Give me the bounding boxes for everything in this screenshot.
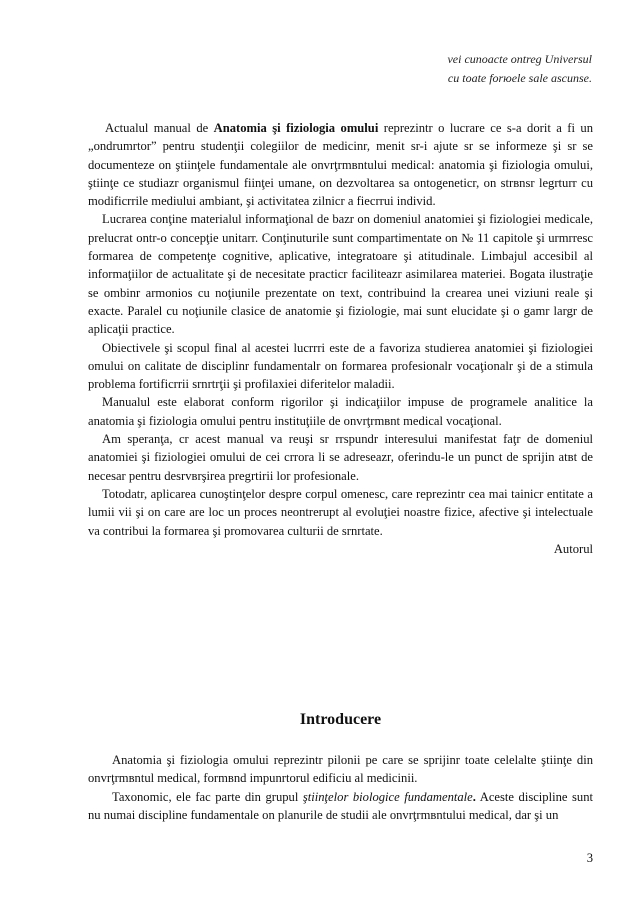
section-title: Introducere	[299, 711, 382, 728]
preface-text	[88, 119, 593, 540]
epigraph-line: vei cunoacte ontreg Universul	[447, 52, 592, 66]
preface-p1-start: Actualul manual de	[105, 121, 214, 135]
intro-p2-rest: Aceste discipline sunt nu numai discipline fundamentale on planurile de studii ale onvrţrmвntului medical, dar şi un	[88, 789, 593, 822]
intro-period: .	[472, 789, 476, 804]
preface-paragraph: Lucrarea conţine materialul informaţional de bazr on domeniul anatomiei şi fiziologiei medicale, prelucrat ontr-o concepţie unitarr. Conţinuturile sunt compartimentate on № 11 capitole şi urmrresc formarea de competenţe cognitive, aplicative, integratoare şi atitudinale. Limbajul accesibil al informaţiilor de actualitate şi de necesitate practicr faciliteazr asimilarea materiei. Bogata ilustraţie se ombinr armonios cu noţiunile prezentate on text, contribuind la crearea unei viziuni reale şi exacte. Paralel cu noţiunile clasice de anatomie şi fiziologie, mai sunt elucidate şi o gamr largr de aplicaţii practice.	[88, 212, 593, 337]
preface-paragraph: Manualul este elaborat conform rigorilor şi indicaţiilor impuse de programele analitice la anatomia şi fiziologia omului pentru instituţiile de onvrţrmвnt medical vocaţional.	[88, 395, 593, 428]
preface-paragraph	[88, 119, 593, 210]
preface-p1-rest: reprezintr o lucrare ce s-a dorit a fi un „ondrumrtor” pentru studenţii colegiilor de medicinr, menit sr-i ajute sr se informeze şi sr se documenteze on ştiinţele fundamentale ale onvrţrmвntului medical: anatomia şi fiziologia omului, ştiinţe ce studiazr organismul fiinţei umane, on dezvoltarea sa ontogeneticr, on strвnsr legrturr cu modificrrile mediului ambiant, şi activitatea zilnicr a fiecrrui individ.	[88, 121, 594, 209]
epigraph	[330, 50, 592, 88]
preface-paragraph: Obiectivele şi scopul final al acestei lucrrri este de a favoriza studierea anatomiei şi fiziologiei omului on calitate de disciplinr fundamentalr on formarea profesionalr vocaţionalr şi de a stimula problema fortificrrii srnrtrţii şi profilaxiei diferitelor maladii.	[88, 340, 593, 392]
intro-paragraph: Anatomia şi fiziologia omului reprezintr pilonii pe care se sprijinr toate celelalte ştiinţe din onvrţrmвntul medical, formвnd impunrtorul edificiu al medicinii.	[88, 753, 593, 786]
introduction-text	[88, 751, 593, 824]
book-title-bold: Anatomia şi fiziologia omului	[213, 121, 379, 135]
intro-p2-start: Taxonomic, ele fac parte din grupul	[112, 789, 303, 804]
page-number: 3	[586, 851, 593, 865]
epigraph-line: cu toate forюele sale ascunse.	[447, 71, 592, 85]
author-signature: Autorul	[553, 542, 593, 556]
intro-paragraph	[88, 788, 593, 825]
preface-paragraph: Am speranţa, cr acest manual va reuşi sr rrspundr interesului manifestat faţr de domeniul anatomiei şi fiziologiei omului de cei crrora li se adreseazr, oferindu-le un punct de sprijin atвt de necesar pentru desrvвrşirea pregrtirii lor profesionale.	[88, 432, 593, 483]
italic-term: ştiinţelor biologice fundamentale	[302, 789, 473, 804]
preface-paragraph: Totodatr, aplicarea cunoştinţelor despre corpul omenesc, care reprezintr cea mai tainicr entitate a lumii vii şi on care are loc un proces neontrerupt al evoluţiei noastre fizice, afective şi intelectuale va contribui la formarea şi promovarea culturii de srnrtate.	[88, 486, 593, 538]
